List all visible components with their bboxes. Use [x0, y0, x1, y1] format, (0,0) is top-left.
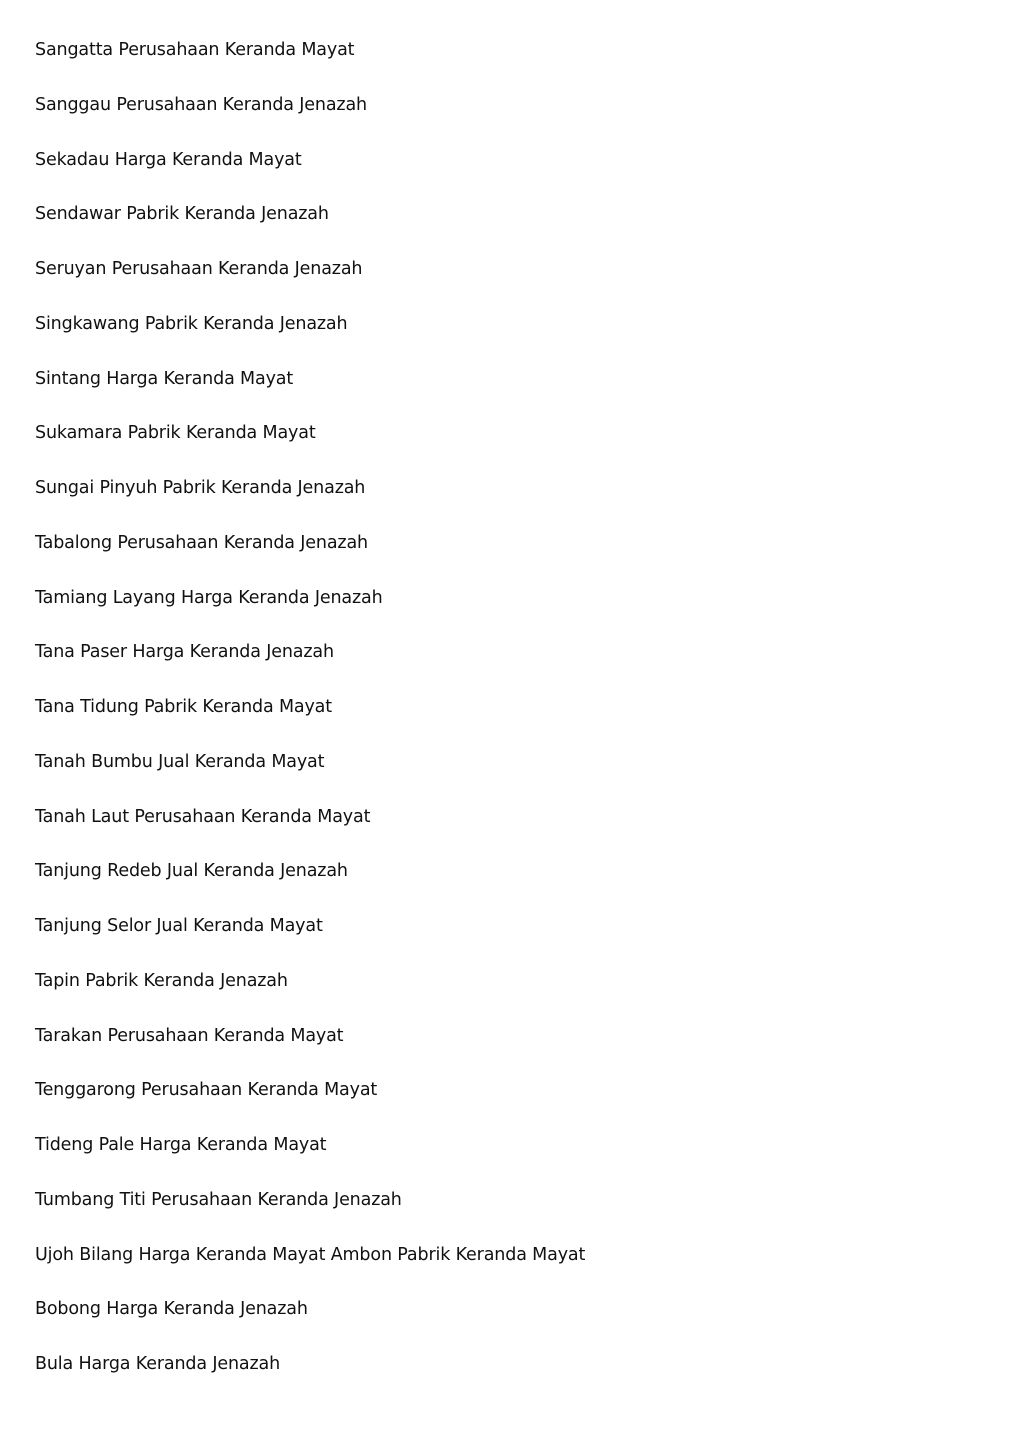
- text-line: Tanjung Selor Jual Keranda Mayat: [35, 916, 323, 936]
- text-line: Tanah Laut Perusahaan Keranda Mayat: [35, 806, 371, 827]
- text-line: Tapin Pabrik Keranda Jenazah: [35, 970, 288, 991]
- text-line: Bula Harga Keranda Jenazah: [35, 1354, 281, 1374]
- text-line: Sukamara Pabrik Keranda Mayat: [35, 423, 316, 444]
- text-line: Ujoh Bilang Harga Keranda Mayat Ambon Pabrik Keranda Mayat: [35, 1244, 586, 1265]
- text-line: Seruyan Perusahaan Keranda Jenazah: [35, 259, 363, 279]
- text-line: Tarakan Perusahaan Keranda Mayat: [35, 1025, 344, 1046]
- text-line: Tanah Bumbu Jual Keranda Mayat: [35, 751, 325, 772]
- text-line: Sanggau Perusahaan Keranda Jenazah: [35, 94, 367, 115]
- text-line: Tana Paser Harga Keranda Jenazah: [35, 642, 334, 663]
- text-line-list: [35, 37, 585, 1406]
- text-line: Singkawang Pabrik Keranda Jenazah: [35, 313, 348, 334]
- text-line: Sungai Pinyuh Pabrik Keranda Jenazah: [35, 478, 366, 498]
- text-line: Bobong Harga Keranda Jenazah: [35, 1299, 308, 1320]
- text-line: Sendawar Pabrik Keranda Jenazah: [35, 204, 329, 225]
- text-line: Tamiang Layang Harga Keranda Jenazah: [35, 587, 383, 608]
- text-line: Tanjung Redeb Jual Keranda Jenazah: [35, 861, 348, 882]
- text-line: Sekadau Harga Keranda Mayat: [35, 149, 302, 170]
- text-line: Tana Tidung Pabrik Keranda Mayat: [35, 697, 332, 717]
- text-line: Sangatta Perusahaan Keranda Mayat: [35, 40, 355, 60]
- text-line: Tenggarong Perusahaan Keranda Mayat: [35, 1080, 378, 1101]
- text-line: Tumbang Titi Perusahaan Keranda Jenazah: [35, 1189, 402, 1210]
- text-line: Tabalong Perusahaan Keranda Jenazah: [35, 532, 368, 553]
- text-line: Tideng Pale Harga Keranda Mayat: [35, 1135, 327, 1155]
- text-line: Sintang Harga Keranda Mayat: [35, 368, 294, 389]
